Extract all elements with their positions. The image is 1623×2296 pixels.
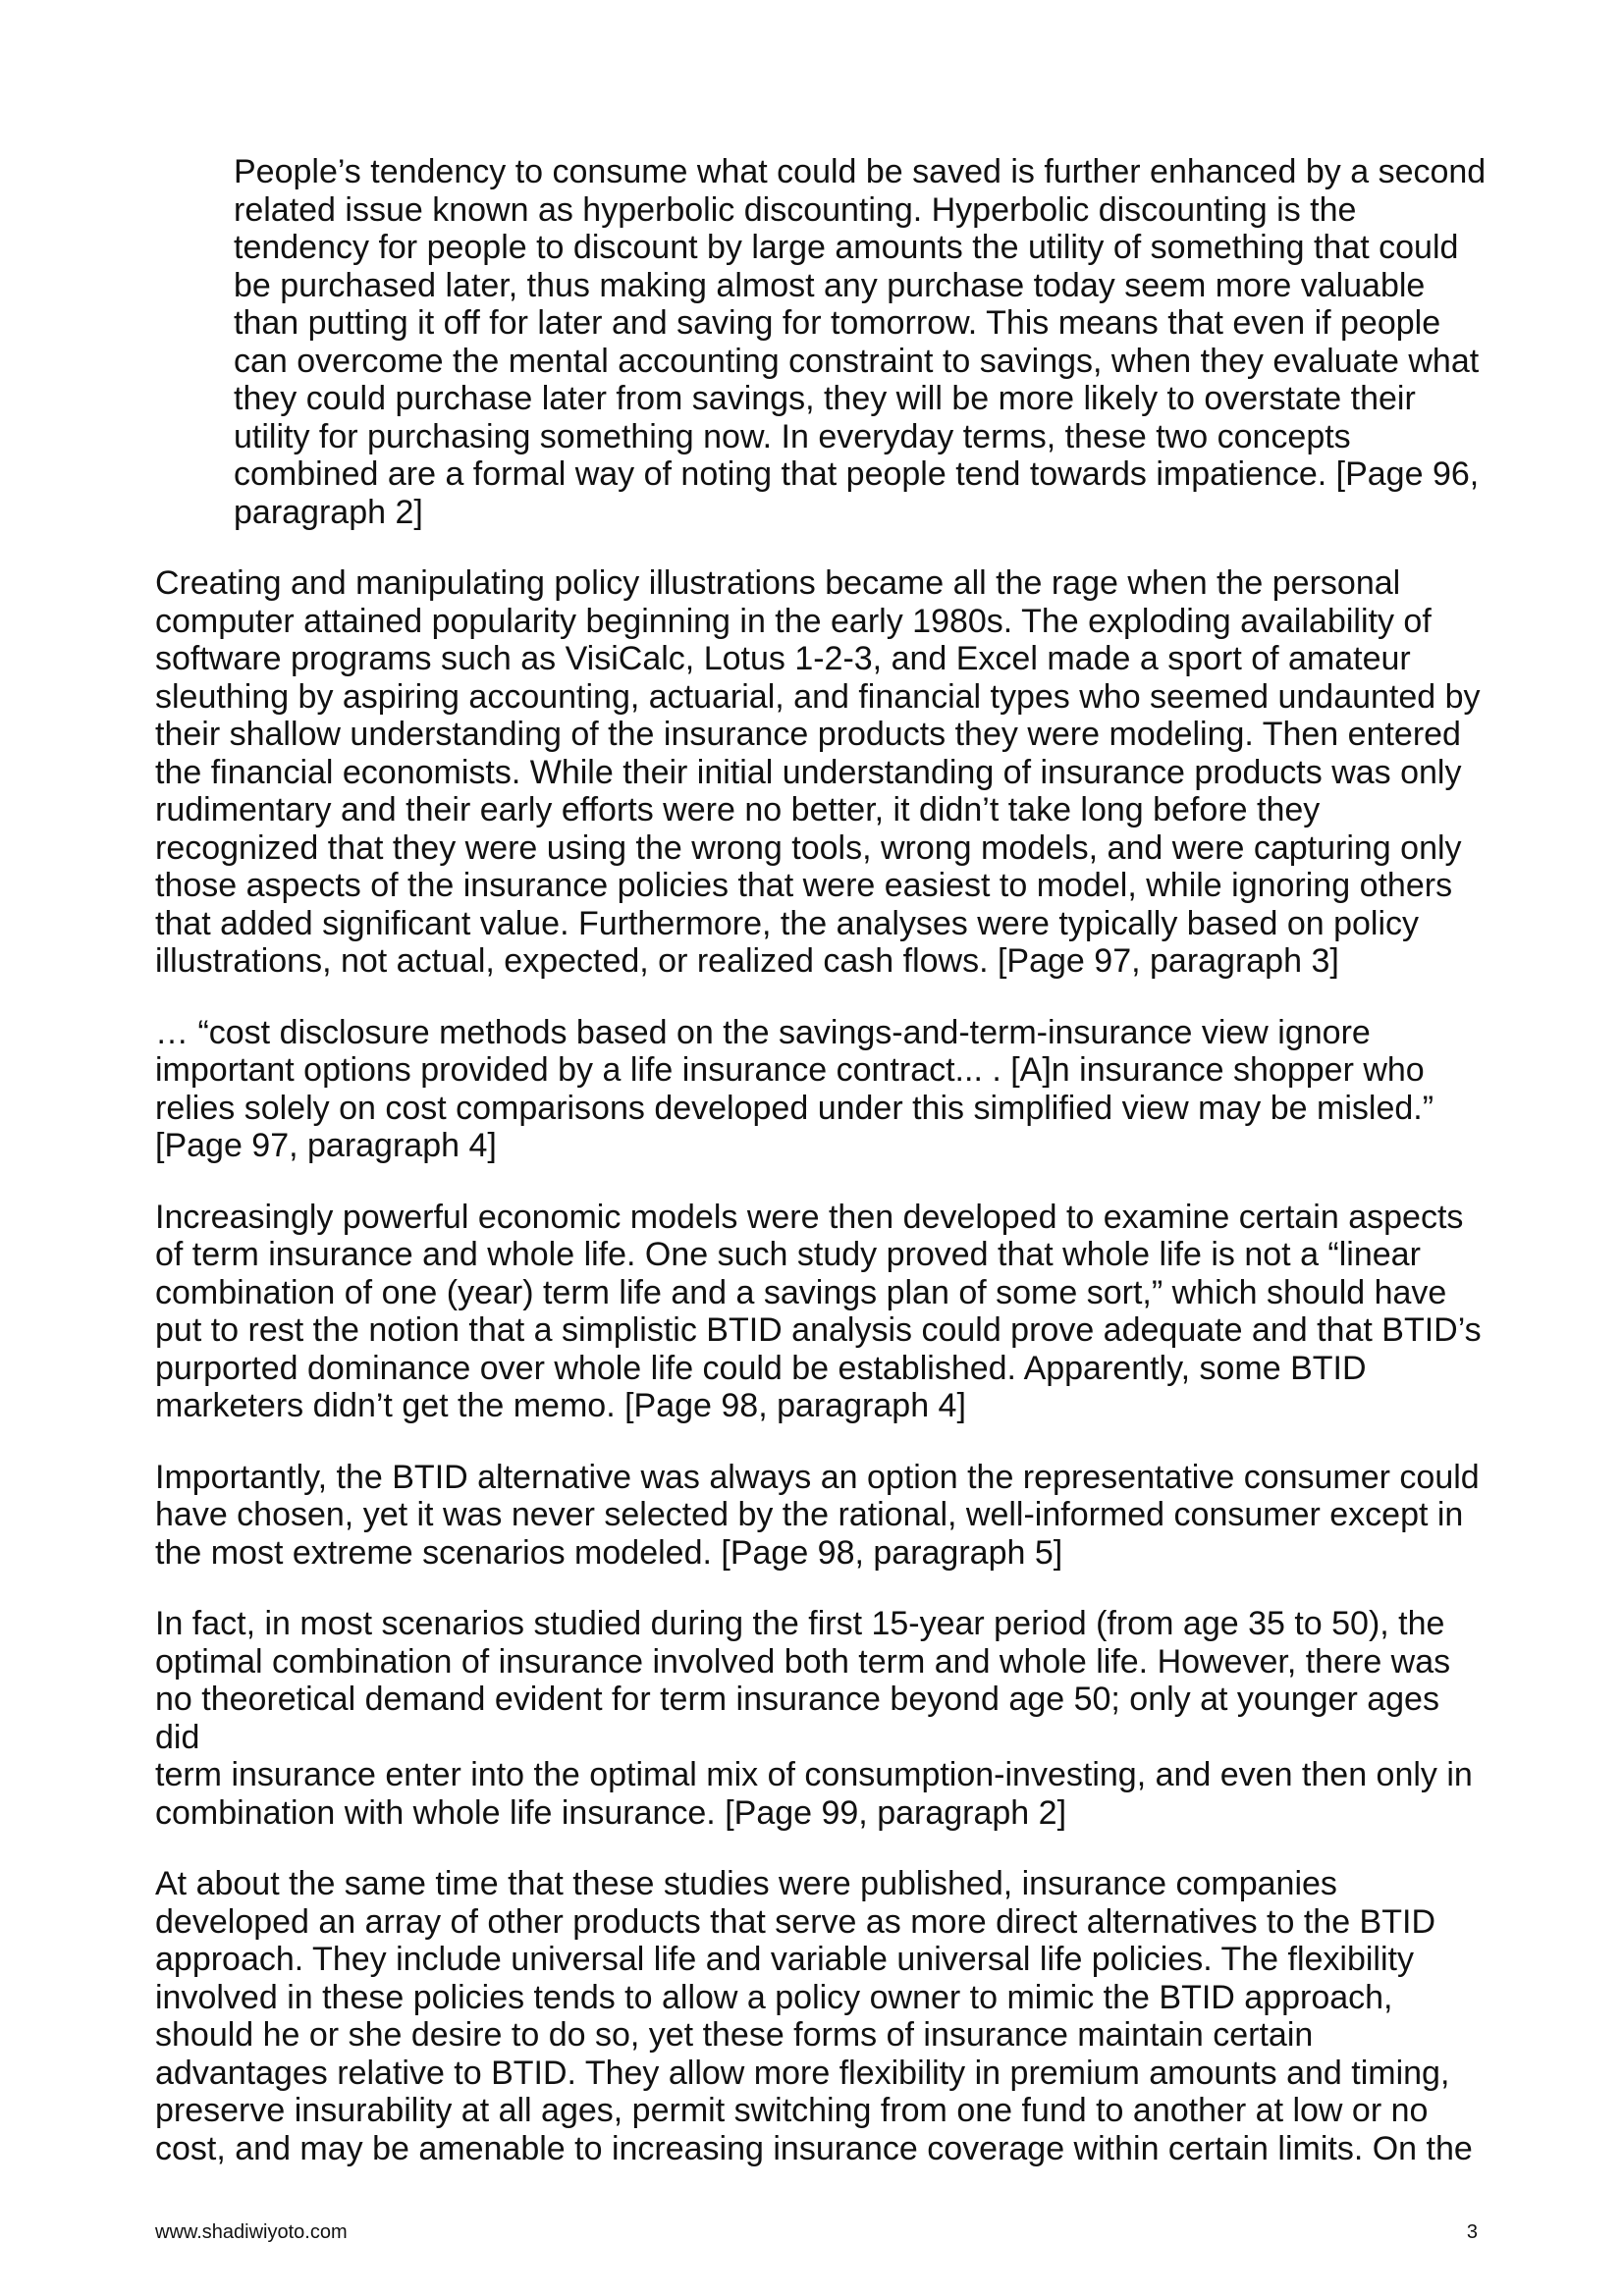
body-paragraph: Creating and manipulating policy illustrations became all the rage when the personal computer attained popularity beginning in the early 1980s. The exploding availability of software programs such as VisiCalc, Lotus 1-2-3, and Excel made a sport of amateur sleuthing by aspiring accounting, actuarial, and financial types who seemed undaunted by their shallow understanding of the insurance products they were modeling. Then entered the financial economists. While their initial understanding of insurance products was only rudimentary and their early efforts were no better, it didn’t take long before they recognized that they were using the wrong tools, wrong models, and were capturing only those aspects of the insurance policies that were easiest to model, while ignoring others that added significant value. Furthermore, the analyses were typically based on policy illustrations, not actual, expected, or realized cash flows. [Page 97, paragraph 3] — [155, 564, 1481, 980]
body-paragraph: In fact, in most scenarios studied during the first 15-year period (from age 35 to 50), the optimal combination of insurance involved both term and whole life. However, there was no theoretical demand evident for term insurance beyond age 50; only at younger ages did term insurance enter into the optimal mix of consumption-investing, and even then only in combination with whole life insurance. [Page 99, paragraph 2] — [155, 1605, 1473, 1832]
page-number: 3 — [1466, 2221, 1478, 2243]
body-paragraph: … “cost disclosure methods based on the savings-and-term-insurance view ignore important options provided by a life insurance contract... . [A]n insurance shopper who relies solely on cost comparisons developed under this simplified view may be misled.” [Page 97, paragraph 4] — [155, 1013, 1434, 1164]
document-body — [155, 153, 1490, 2201]
block-quote-paragraph: People’s tendency to consume what could be saved is further enhanced by a second related issue known as hyperbolic discounting. Hyperbolic discounting is the tendency for people to discount by large amounts the utility of something that could be purchased later, thus making almost any purchase today seem more valuable than putting it off for later and saving for tomorrow. This means that even if people can overcome the mental accounting constraint to savings, when they evaluate what they could purchase later from savings, they will be more likely to overstate their utility for purchasing something now. In everyday terms, these two concepts combined are a formal way of noting that people tend towards impatience. [Page 96, paragraph 2] — [234, 153, 1487, 531]
body-paragraph: Importantly, the BTID alternative was always an option the representative consumer could have chosen, yet it was never selected by the rational, well-informed consumer except in the most extreme scenarios modeled. [Page 98, paragraph 5] — [155, 1458, 1480, 1572]
page-footer — [155, 2220, 1478, 2244]
body-paragraph: Increasingly powerful economic models were then developed to examine certain aspects of term insurance and whole life. One such study proved that whole life is not a “linear combination of one (year) term life and a savings plan of some sort,” which should have put to rest the notion that a simplistic BTID analysis could prove adequate and that BTID’s purported dominance over whole life could be established. Apparently, some BTID marketers didn’t get the memo. [Page 98, paragraph 4] — [155, 1198, 1482, 1424]
footer-website: www.shadiwiyoto.com — [155, 2221, 348, 2243]
body-paragraph: At about the same time that these studies were published, insurance companies developed an array of other products that serve as more direct alternatives to the BTID approach. They include universal life and variable universal life policies. The flexibility involved in these policies tends to allow a policy owner to mimic the BTID approach, should he or she desire to do so, yet these forms of insurance maintain certain advantages relative to BTID. They allow more flexibility in premium amounts and timing, preserve insurability at all ages, permit switching from one fund to another at low or no cost, and may be amenable to increasing insurance coverage within certain limits. On the — [155, 1865, 1473, 2167]
